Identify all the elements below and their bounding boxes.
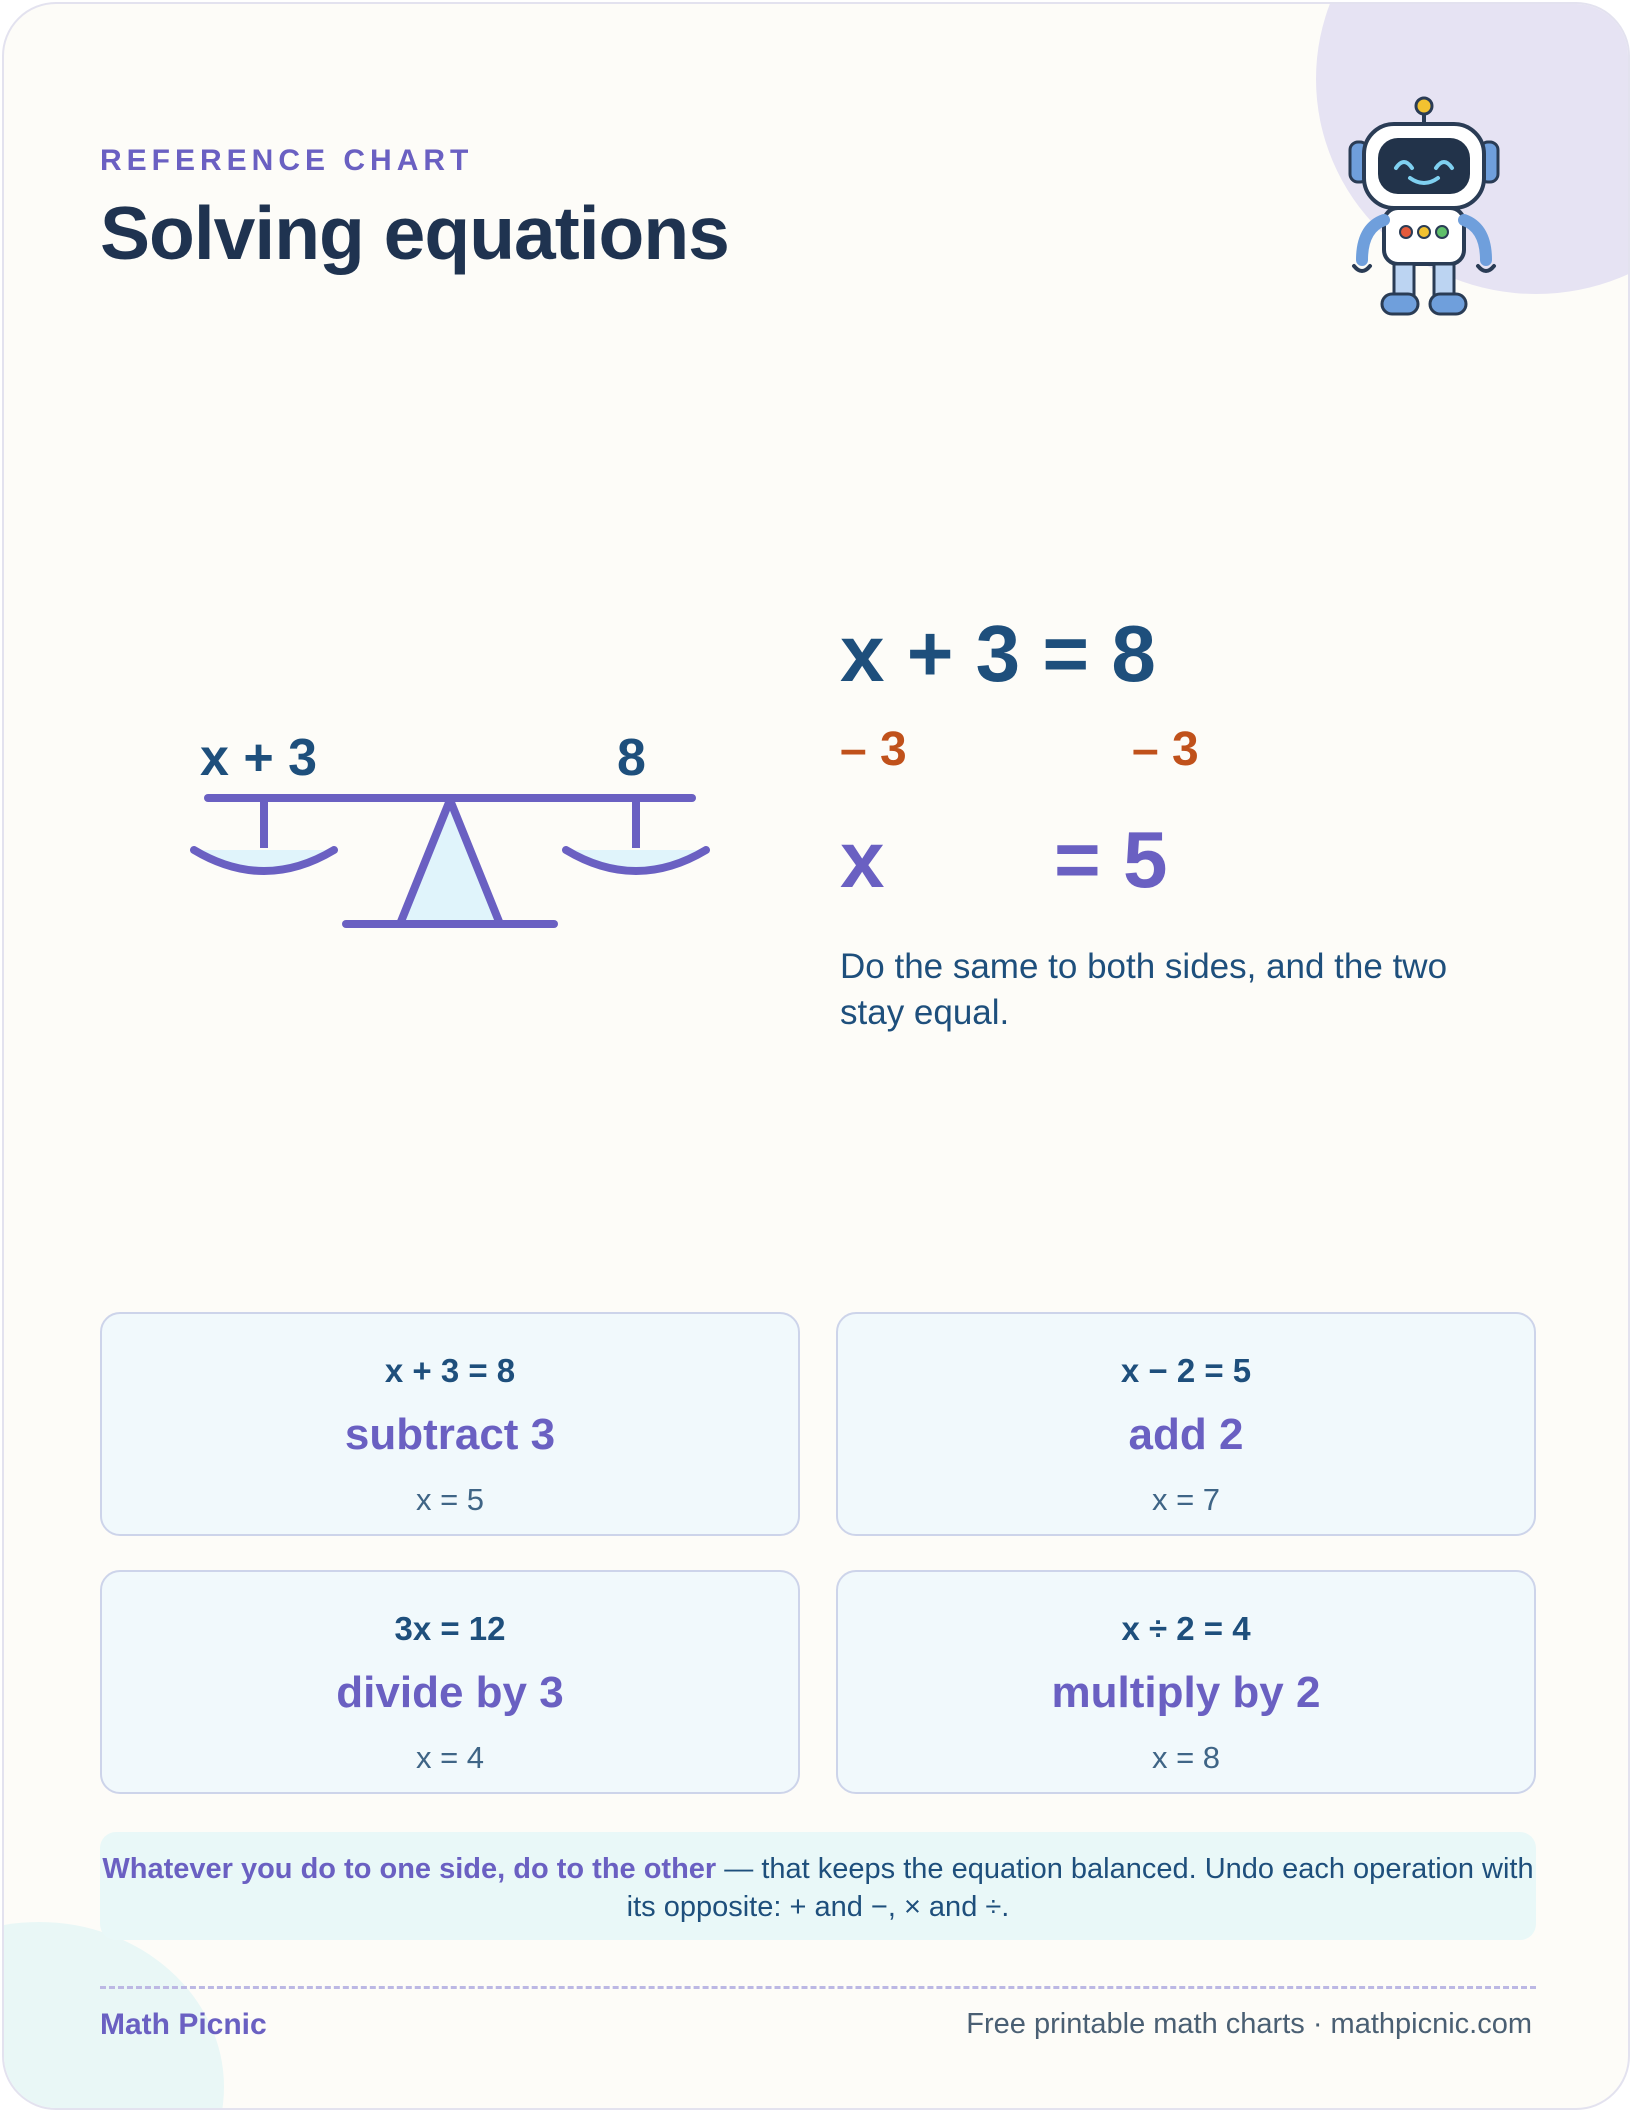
- card-operation: subtract 3: [344, 1410, 556, 1459]
- scale-right-label: 8: [617, 729, 646, 787]
- tip-callout: [100, 1832, 1536, 1940]
- page-title: Solving equations: [100, 191, 729, 275]
- operation-card: [100, 1312, 800, 1536]
- reference-chart-page: [2, 2, 1630, 2110]
- worked-note: Do the same to both sides, and the two stay equal.: [840, 947, 1448, 1032]
- card-result: x = 5: [415, 1482, 485, 1517]
- robot-mascot-icon: [1344, 96, 1504, 324]
- card-equation: x + 3 = 8: [384, 1352, 516, 1389]
- worked-subtract-right: – 3: [1132, 723, 1199, 776]
- tip-emphasis: Whatever you do to one side, do to the other: [102, 1853, 717, 1885]
- worked-equation: x + 3 = 8: [840, 609, 1156, 698]
- card-operation: multiply by 2: [1051, 1668, 1321, 1717]
- footer-divider: [100, 1986, 1536, 1989]
- scale-left-label: x + 3: [200, 729, 318, 787]
- operation-card: [836, 1312, 1536, 1536]
- card-result: x = 8: [1151, 1740, 1221, 1775]
- worked-result-variable: x: [840, 815, 885, 904]
- card-equation: x ÷ 2 = 4: [1121, 1610, 1251, 1647]
- card-result: x = 4: [415, 1740, 485, 1775]
- worked-subtract-left: – 3: [840, 723, 907, 776]
- footer-brand: Math Picnic: [100, 2008, 267, 2041]
- card-equation: x − 2 = 5: [1120, 1352, 1252, 1389]
- balance-scale-icon: [174, 704, 734, 944]
- card-operation: add 2: [1128, 1410, 1244, 1459]
- card-equation: 3x = 12: [394, 1610, 506, 1647]
- operation-card: [836, 1570, 1536, 1794]
- eyebrow-label: REFERENCE CHART: [100, 144, 474, 177]
- tip-text: — that keeps the equation balanced. Undo each operation with its opposite: + and −, × and ÷.: [626, 1853, 1534, 1923]
- card-result: x = 7: [1151, 1482, 1221, 1517]
- worked-result-value: = 5: [1054, 815, 1168, 904]
- card-operation: divide by 3: [336, 1668, 564, 1717]
- footer-site-link[interactable]: Free printable math charts · mathpicnic.com: [966, 2008, 1532, 2040]
- operation-card: [100, 1570, 800, 1794]
